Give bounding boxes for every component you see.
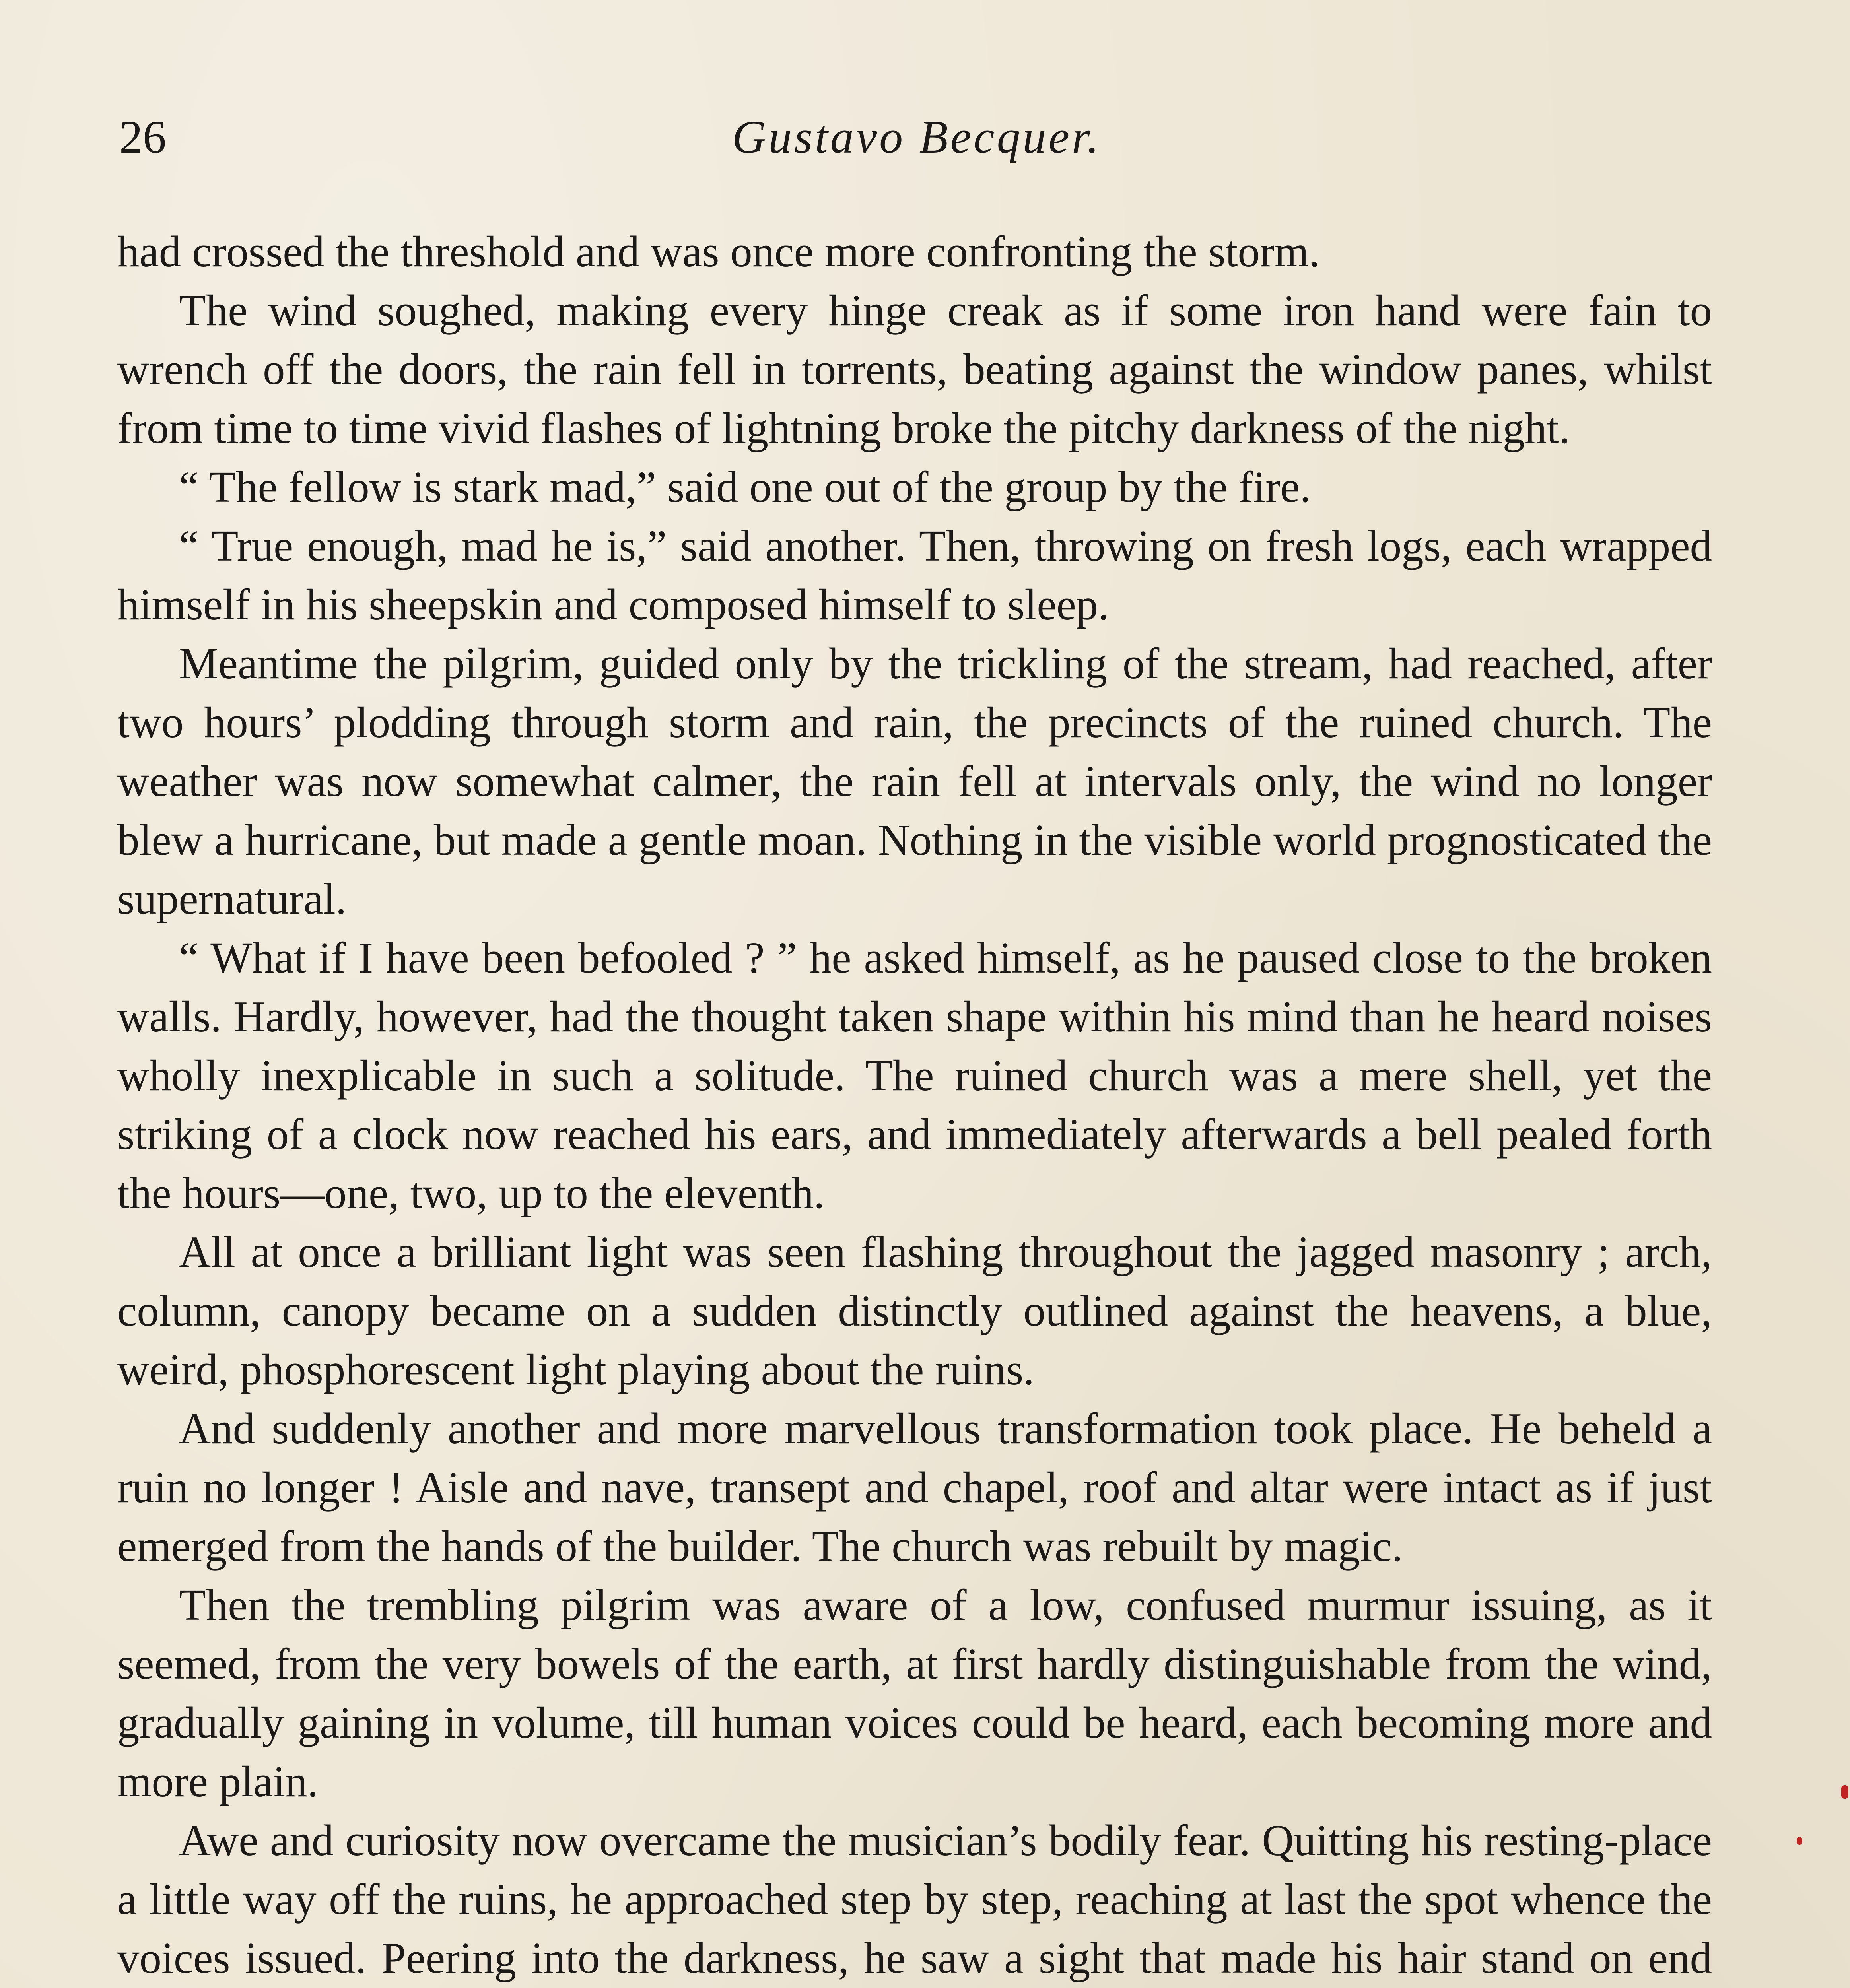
body-text — [117, 223, 1712, 1988]
red-edge-mark — [1841, 1785, 1848, 1799]
paragraph-befooled: “ What if I have been befooled ? ” he asked himself, as he paused close to the broken walls. Hardly, however, had the thought taken shape within his mind than he heard noises wholly inexplicable in such a solitude. The ruined church was a mere shell, yet the striking of a clock now reached his ears, and immediately afterwards a bell pealed forth the hours—one, two, up to the eleventh. — [117, 934, 1712, 1218]
paragraph-true-enough: “ True enough, mad he is,” said another. Then, throwing on fresh logs, each wrapped himself in his sheepskin and composed himself to sleep. — [117, 522, 1712, 629]
paragraph-meantime: Meantime the pilgrim, guided only by the trickling of the stream, had reached, after two hours’ plodding through storm and rain, the precincts of the ruined church. The weather was now somewhat calmer, the rain fell at intervals only, the wind no longer blew a hurricane, but made a gentle moan. Nothing in the visible world prognosticated the supernatural. — [117, 639, 1712, 924]
running-title: Gustavo Becquer. — [732, 111, 1102, 163]
page-number: 26 — [119, 111, 166, 163]
paragraph-awe: Awe and curiosity now overcame the musician’s bodily fear. Quitting his resting-place a little way off the ruins, he approached step by step, reaching at last the spot whence the voices issued. Peering into the darkness, he saw a sight that made his hair stand on end — [117, 1816, 1712, 1983]
paragraph-transformation: And suddenly another and more marvellous transformation took place. He beheld a ruin no longer ! Aisle and nave, transept and chapel, roof and altar were intact as if just emerged from the hands of the builder. The church was rebuilt by magic. — [117, 1404, 1712, 1571]
paragraph-continuation: had crossed the threshold and was once more confronting the storm. — [117, 227, 1320, 276]
paragraph-murmur: Then the trembling pilgrim was aware of a low, confused murmur issuing, as it seemed, from the very bowels of the earth, at first hardly distinguishable from the wind, gradually gaining in volume, till human voices could be heard, each becoming more and more plain. — [117, 1581, 1712, 1806]
paragraph-brilliant-light: All at once a brilliant light was seen flashing throughout the jagged masonry ; arch, column, canopy became on a sudden distinctly outlined against the heavens, a blue, weird, phosphorescent light playing about the ruins. — [117, 1228, 1712, 1394]
paragraph-stark-mad: “ The fellow is stark mad,” said one out of the group by the fire. — [179, 463, 1311, 512]
paragraph-storm: The wind soughed, making every hinge creak as if some iron hand were fain to wrench off the doors, the rain fell in torrents, beating against the window panes, whilst from time to time vivid flashes of lightning broke the pitchy darkness of the night. — [117, 286, 1712, 453]
page-header — [119, 107, 1714, 167]
red-edge-mark — [1797, 1837, 1802, 1845]
